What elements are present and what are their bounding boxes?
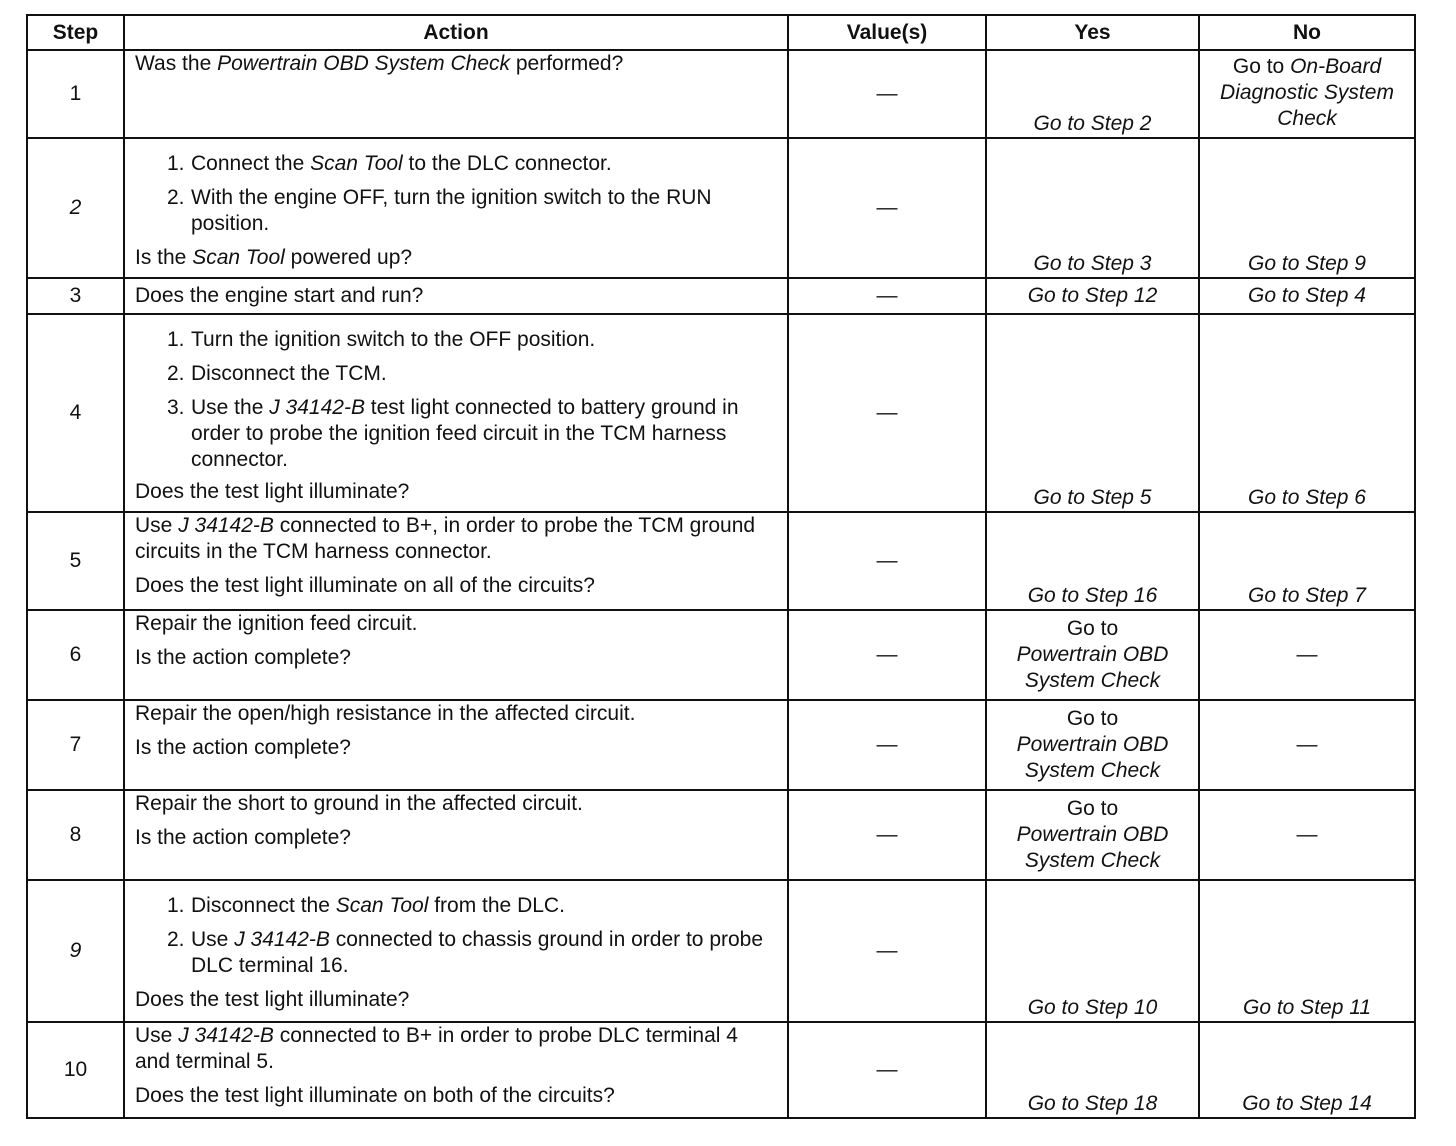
table-row <box>27 700 1415 790</box>
action-cell <box>124 314 788 512</box>
yes-cell: Go to Powertrain OBD System Check <box>986 790 1199 880</box>
list-item: 1. Connect the Scan Tool to the DLC connector. <box>167 152 612 175</box>
no-cell: Go to Step 14 <box>1199 1022 1415 1118</box>
no-cell: Go to Step 4 <box>1199 278 1415 314</box>
value-cell: — <box>788 1022 986 1118</box>
question-text: Is the Scan Tool powered up? <box>135 246 413 269</box>
table-row <box>27 314 1415 512</box>
question-text: Does the test light illuminate? <box>135 480 410 503</box>
header-action: Action <box>124 15 788 50</box>
yes-cell: Go to Step 18 <box>986 1022 1199 1118</box>
list-item: 1. Disconnect the Scan Tool from the DLC. <box>167 894 565 917</box>
no-cell: Go to Step 7 <box>1199 512 1415 610</box>
action-cell <box>124 50 788 138</box>
step-number: 4 <box>27 314 124 512</box>
no-cell: Go to Step 9 <box>1199 138 1415 278</box>
step-number: 10 <box>27 1022 124 1118</box>
header-yes: Yes <box>986 15 1199 50</box>
step-number: 3 <box>27 278 124 314</box>
question-text: Is the action complete? <box>135 646 351 669</box>
action-cell <box>124 700 788 790</box>
step-number: 2 <box>27 138 124 278</box>
instruction-text: Use J 34142-B connected to B+ in order to probe DLC terminal 4 and terminal 5. <box>135 1024 738 1073</box>
question-text: Is the action complete? <box>135 736 351 759</box>
list-item: 2. Disconnect the TCM. <box>167 362 387 385</box>
table-row <box>27 512 1415 610</box>
no-cell: Go to Step 11 <box>1199 880 1415 1022</box>
step-number: 6 <box>27 610 124 700</box>
action-cell <box>124 138 788 278</box>
question-text: Was the Powertrain OBD System Check performed? <box>135 52 624 75</box>
list-item: 2. Use J 34142-B connected to chassis ground in order to probe DLC terminal 16. <box>167 928 764 977</box>
question-text: Is the action complete? <box>135 826 351 849</box>
value-cell: — <box>788 610 986 700</box>
list-item: 1. Turn the ignition switch to the OFF position. <box>167 328 596 351</box>
yes-cell: Go to Step 16 <box>986 512 1199 610</box>
no-cell: Go to On-Board Diagnostic System Check <box>1199 50 1415 138</box>
question-text: Does the engine start and run? <box>135 284 424 307</box>
value-cell: — <box>788 700 986 790</box>
action-cell <box>124 1022 788 1118</box>
value-cell: — <box>788 278 986 314</box>
yes-cell: Go to Powertrain OBD System Check <box>986 700 1199 790</box>
yes-cell: Go to Step 10 <box>986 880 1199 1022</box>
step-number: 7 <box>27 700 124 790</box>
header-values: Value(s) <box>788 15 986 50</box>
step-number: 9 <box>27 880 124 1022</box>
table-row <box>27 138 1415 278</box>
list-item: 2. With the engine OFF, turn the ignition switch to the RUN position. <box>167 186 712 235</box>
value-cell: — <box>788 880 986 1022</box>
table-row <box>27 1022 1415 1118</box>
value-cell: — <box>788 790 986 880</box>
step-number: 1 <box>27 50 124 138</box>
question-text: Does the test light illuminate? <box>135 988 410 1011</box>
yes-cell: Go to Powertrain OBD System Check <box>986 610 1199 700</box>
table-row <box>27 610 1415 700</box>
header-no: No <box>1199 15 1415 50</box>
no-cell: — <box>1199 700 1415 790</box>
value-cell: — <box>788 138 986 278</box>
diagnostic-table <box>26 14 1416 1119</box>
no-cell: Go to Step 6 <box>1199 314 1415 512</box>
yes-cell: Go to Step 5 <box>986 314 1199 512</box>
action-cell <box>124 278 788 314</box>
step-number: 5 <box>27 512 124 610</box>
list-item: 3. Use the J 34142-B test light connected to battery ground in order to probe the ignition feed circuit in the TCM harness connector. <box>167 396 739 471</box>
table-row <box>27 50 1415 138</box>
table-row <box>27 790 1415 880</box>
step-number: 8 <box>27 790 124 880</box>
no-cell: — <box>1199 610 1415 700</box>
table-row <box>27 278 1415 314</box>
action-cell <box>124 512 788 610</box>
yes-cell: Go to Step 12 <box>986 278 1199 314</box>
header-row <box>27 15 1415 50</box>
question-text: Does the test light illuminate on both of the circuits? <box>135 1084 615 1107</box>
yes-cell: Go to Step 2 <box>986 50 1199 138</box>
value-cell: — <box>788 50 986 138</box>
action-cell <box>124 880 788 1022</box>
action-cell <box>124 610 788 700</box>
value-cell: — <box>788 512 986 610</box>
yes-cell: Go to Step 3 <box>986 138 1199 278</box>
header-step: Step <box>27 15 124 50</box>
instruction-text: Repair the open/high resistance in the affected circuit. <box>135 702 636 725</box>
instruction-text: Repair the short to ground in the affected circuit. <box>135 792 583 815</box>
table-row <box>27 880 1415 1022</box>
instruction-text: Repair the ignition feed circuit. <box>135 612 418 635</box>
value-cell: — <box>788 314 986 512</box>
instruction-text: Use J 34142-B connected to B+, in order to probe the TCM ground circuits in the TCM harness connector. <box>135 514 756 563</box>
question-text: Does the test light illuminate on all of the circuits? <box>135 574 595 597</box>
action-cell <box>124 790 788 880</box>
no-cell: — <box>1199 790 1415 880</box>
